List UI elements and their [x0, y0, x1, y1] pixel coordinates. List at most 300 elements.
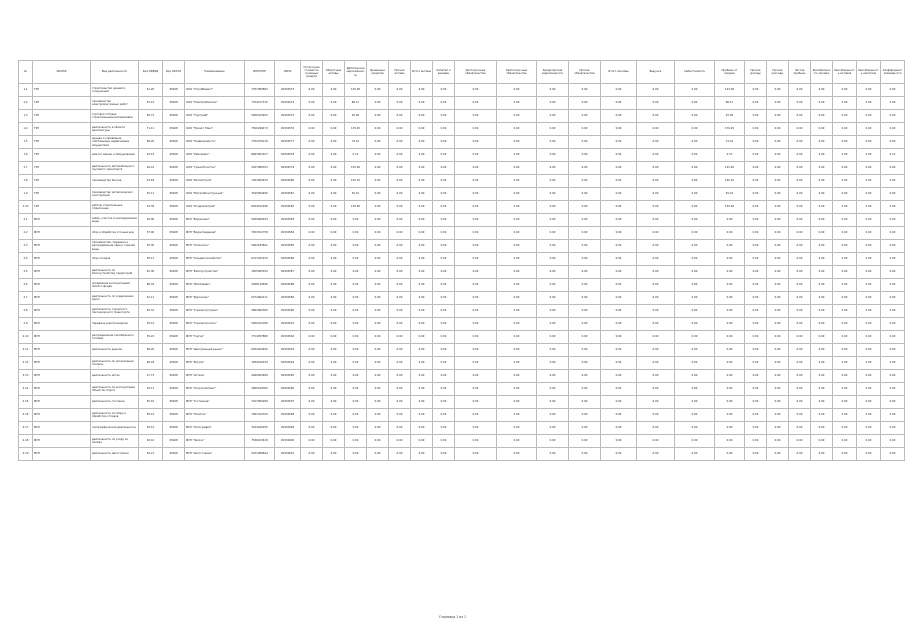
- table-cell: 0.00: [767, 279, 789, 292]
- table-cell: МУП: [33, 227, 91, 240]
- table-row: [19, 123, 905, 136]
- table-cell: 130.10: [345, 175, 367, 188]
- table-cell: 0.00: [569, 409, 601, 422]
- table-cell: 0.00: [675, 266, 715, 279]
- table-cell: 0.00: [411, 110, 433, 123]
- table-cell: 0.00: [433, 214, 455, 227]
- table-cell: 0.00: [789, 318, 811, 331]
- table-cell: 0.00: [789, 214, 811, 227]
- table-cell: 0.00: [675, 110, 715, 123]
- table-cell: 45268: [163, 227, 185, 240]
- table-cell: 0.00: [857, 396, 881, 409]
- table-cell: 0.00: [301, 149, 323, 162]
- table-cell: 0.00: [497, 331, 537, 344]
- header-row: [19, 61, 905, 84]
- table-cell: 0.00: [637, 435, 675, 448]
- table-cell: 96.03: [139, 357, 163, 370]
- table-cell: 0.00: [675, 214, 715, 227]
- table-cell: 0.00: [301, 240, 323, 253]
- table-cell: 2.8: [19, 305, 33, 318]
- table-cell: 0.00: [789, 448, 811, 461]
- table-cell: ГУП: [33, 84, 91, 97]
- table-cell: 0.00: [789, 409, 811, 422]
- table-cell: 0.00: [601, 240, 637, 253]
- table-cell: 0.00: [433, 422, 455, 435]
- table-cell: 0.00: [537, 110, 569, 123]
- table-cell: 0.00: [637, 318, 675, 331]
- table-cell: 0.00: [857, 136, 881, 149]
- table-cell: 3664062360: [245, 305, 275, 318]
- table-cell: 45268: [163, 279, 185, 292]
- table-cell: 3525064930: [245, 188, 275, 201]
- table-cell: 0.00: [637, 175, 675, 188]
- table-cell: 5406323202: [245, 110, 275, 123]
- table-cell: 0.00: [433, 240, 455, 253]
- table-cell: 0.00: [881, 214, 905, 227]
- table-cell: 0.00: [323, 331, 345, 344]
- table-row: [19, 383, 905, 396]
- table-cell: 0.00: [345, 370, 367, 383]
- table-cell: 0.00: [881, 383, 905, 396]
- table-cell: 0.00: [637, 357, 675, 370]
- table-cell: 02934596: [275, 383, 301, 396]
- table-cell: МУП "Лесхоз": [185, 435, 245, 448]
- table-cell: 45268: [163, 409, 185, 422]
- table-cell: 55.10: [139, 396, 163, 409]
- table-cell: 3905019765: [245, 383, 275, 396]
- table-cell: 0.00: [833, 331, 857, 344]
- table-cell: 0.00: [745, 123, 767, 136]
- table-cell: производство бетона: [91, 175, 139, 188]
- table-cell: 0.00: [345, 357, 367, 370]
- table-cell: 0.00: [537, 448, 569, 461]
- table-cell: 0.00: [637, 214, 675, 227]
- table-cell: 0.00: [433, 279, 455, 292]
- data-sheet: [18, 60, 903, 461]
- table-cell: 0.00: [767, 175, 789, 188]
- table-cell: 0.00: [389, 357, 411, 370]
- table-cell: 0.00: [767, 266, 789, 279]
- table-cell: 125.00: [715, 162, 745, 175]
- table-cell: 0.00: [881, 201, 905, 214]
- table-cell: 0.00: [833, 422, 857, 435]
- table-cell: 0.00: [745, 305, 767, 318]
- table-cell: 0.00: [637, 279, 675, 292]
- table-cell: 0.00: [497, 305, 537, 318]
- table-cell: 02934580: [275, 175, 301, 188]
- table-cell: 7810296473: [245, 123, 275, 136]
- table-cell: 0.00: [323, 162, 345, 175]
- table-cell: 0.00: [857, 305, 881, 318]
- table-cell: производство, передача и распределение пара и горячей воды: [91, 240, 139, 253]
- table-cell: 02934585: [275, 240, 301, 253]
- table-cell: 0.00: [637, 188, 675, 201]
- table-cell: 0.00: [323, 253, 345, 266]
- table-cell: 0.00: [433, 136, 455, 149]
- table-cell: МУП: [33, 396, 91, 409]
- table-cell: 0.00: [537, 214, 569, 227]
- table-cell: ООО "ОтделкаСтрой": [185, 201, 245, 214]
- table-row: [19, 409, 905, 422]
- table-cell: 02934584: [275, 227, 301, 240]
- table-cell: 0.00: [767, 97, 789, 110]
- table-cell: 0.00: [323, 383, 345, 396]
- table-cell: 1.10: [19, 201, 33, 214]
- column-header: Итого пассивы: [601, 61, 637, 84]
- table-cell: 0.00: [881, 422, 905, 435]
- table-cell: ООО "ТоргСнаб": [185, 110, 245, 123]
- column-header: Себестоимость: [675, 61, 715, 84]
- table-cell: 0.00: [857, 162, 881, 175]
- table-cell: 0.00: [455, 266, 497, 279]
- column-header: Долгосрочные обязательства: [455, 61, 497, 84]
- table-cell: 0.00: [323, 188, 345, 201]
- table-cell: 0.00: [411, 188, 433, 201]
- table-cell: 0.00: [455, 162, 497, 175]
- table-cell: 42.11: [139, 292, 163, 305]
- table-body: [19, 84, 905, 461]
- table-cell: 0.00: [537, 422, 569, 435]
- table-cell: 0.00: [323, 357, 345, 370]
- table-cell: 0.00: [411, 331, 433, 344]
- table-cell: ООО "Ремсервис": [185, 149, 245, 162]
- table-cell: 0.00: [367, 396, 389, 409]
- table-cell: 0.00: [637, 266, 675, 279]
- table-cell: 0.00: [455, 357, 497, 370]
- table-cell: 0.00: [537, 227, 569, 240]
- table-cell: 0.00: [745, 110, 767, 123]
- table-cell: 45268: [163, 305, 185, 318]
- table-cell: 02934599: [275, 422, 301, 435]
- table-cell: 125.00: [345, 162, 367, 175]
- table-cell: 0.00: [811, 305, 833, 318]
- table-cell: 0.00: [715, 227, 745, 240]
- table-cell: 68.20: [139, 136, 163, 149]
- table-cell: 0.00: [857, 97, 881, 110]
- table-cell: 0.00: [411, 240, 433, 253]
- column-header: Прочие обязательства: [569, 61, 601, 84]
- table-cell: 0.00: [389, 136, 411, 149]
- table-cell: 0.00: [601, 331, 637, 344]
- table-cell: МУП "Горэлектротранс": [185, 305, 245, 318]
- table-cell: 0.00: [601, 409, 637, 422]
- table-cell: 0.00: [767, 422, 789, 435]
- table-cell: 0.00: [881, 370, 905, 383]
- table-row: [19, 448, 905, 461]
- table-cell: 0.00: [323, 279, 345, 292]
- table-cell: 0.00: [811, 435, 833, 448]
- table-cell: 0.00: [569, 84, 601, 97]
- table-row: [19, 370, 905, 383]
- table-cell: 0.00: [345, 292, 367, 305]
- table-cell: 2308119595: [245, 279, 275, 292]
- table-cell: 0.00: [857, 214, 881, 227]
- table-cell: ГУП: [33, 162, 91, 175]
- table-cell: 0.00: [537, 253, 569, 266]
- table-cell: 0.00: [323, 84, 345, 97]
- table-cell: 0.00: [301, 305, 323, 318]
- table-cell: 0.00: [323, 227, 345, 240]
- table-cell: 0.00: [537, 435, 569, 448]
- table-cell: 0.00: [675, 409, 715, 422]
- table-cell: 0.00: [411, 383, 433, 396]
- table-cell: 0.00: [455, 305, 497, 318]
- table-cell: 0.00: [389, 201, 411, 214]
- table-cell: 0.00: [715, 396, 745, 409]
- table-cell: 5260000034: [245, 214, 275, 227]
- table-cell: 0.00: [637, 136, 675, 149]
- table-cell: 0.00: [433, 84, 455, 97]
- table-cell: 0.00: [367, 136, 389, 149]
- table-cell: 0.00: [389, 123, 411, 136]
- table-cell: 0.00: [601, 84, 637, 97]
- table-cell: 33.12: [139, 149, 163, 162]
- table-cell: 0.00: [789, 383, 811, 396]
- table-cell: 0.00: [323, 110, 345, 123]
- table-cell: 0.00: [767, 357, 789, 370]
- column-header: Рентабельность капитала: [857, 61, 881, 84]
- column-header: Итого активы: [411, 61, 433, 84]
- table-cell: МУП "Водоотведение": [185, 227, 245, 240]
- table-cell: 0.00: [389, 162, 411, 175]
- table-cell: 0.00: [345, 383, 367, 396]
- table-cell: 0.00: [833, 396, 857, 409]
- table-cell: 0.00: [455, 240, 497, 253]
- table-cell: 0.00: [455, 175, 497, 188]
- table-cell: 0.00: [767, 396, 789, 409]
- table-cell: 0.00: [569, 396, 601, 409]
- table-cell: МУП: [33, 279, 91, 292]
- table-cell: 38.21: [139, 409, 163, 422]
- table-cell: 0.00: [715, 279, 745, 292]
- table-cell: 0.00: [789, 110, 811, 123]
- table-cell: 0.00: [745, 162, 767, 175]
- table-cell: 02934577: [275, 136, 301, 149]
- table-cell: 0.00: [345, 344, 367, 357]
- table-cell: 0.00: [789, 266, 811, 279]
- table-row: [19, 110, 905, 123]
- table-cell: 0.00: [675, 357, 715, 370]
- table-cell: 0.00: [301, 448, 323, 461]
- table-cell: 02934592: [275, 331, 301, 344]
- table-cell: 0.00: [881, 305, 905, 318]
- table-cell: 0.00: [601, 292, 637, 305]
- table-cell: 45268: [163, 344, 185, 357]
- table-cell: 86.11: [345, 97, 367, 110]
- table-cell: 0.00: [811, 318, 833, 331]
- table-cell: 0.00: [411, 357, 433, 370]
- table-cell: 0.00: [745, 383, 767, 396]
- table-cell: 0.00: [433, 435, 455, 448]
- table-cell: 0.00: [857, 266, 881, 279]
- table-cell: 45268: [163, 162, 185, 175]
- table-cell: 0.00: [323, 435, 345, 448]
- table-cell: 0.00: [345, 214, 367, 227]
- table-cell: 0.00: [301, 188, 323, 201]
- table-cell: 0.00: [767, 110, 789, 123]
- table-cell: 0.00: [569, 292, 601, 305]
- table-row: [19, 318, 905, 331]
- table-cell: 45268: [163, 370, 185, 383]
- table-cell: 0.00: [857, 175, 881, 188]
- table-cell: 0.00: [301, 253, 323, 266]
- table-cell: полиграфическая деятельность: [91, 422, 139, 435]
- table-cell: 2460002949: [245, 370, 275, 383]
- table-cell: 0.00: [857, 318, 881, 331]
- table-cell: распределение газообразного топлива: [91, 331, 139, 344]
- table-cell: 0.00: [569, 227, 601, 240]
- table-cell: 0.00: [411, 123, 433, 136]
- table-cell: 0.00: [367, 383, 389, 396]
- table-cell: 0.00: [767, 214, 789, 227]
- table-cell: 0.00: [455, 149, 497, 162]
- table-cell: деятельность по содержанию дорог: [91, 292, 139, 305]
- table-cell: 41.20: [139, 84, 163, 97]
- table-cell: 0.00: [389, 448, 411, 461]
- table-cell: 0.00: [433, 188, 455, 201]
- column-header: Выручка: [637, 61, 675, 84]
- table-cell: МУП: [33, 305, 91, 318]
- table-row: [19, 253, 905, 266]
- table-cell: 45268: [163, 110, 185, 123]
- table-cell: 45268: [163, 149, 185, 162]
- table-cell: 93.11: [139, 383, 163, 396]
- table-cell: 0.00: [497, 110, 537, 123]
- table-cell: 45.00: [715, 110, 745, 123]
- table-cell: 0.00: [323, 123, 345, 136]
- table-cell: 35.12: [139, 318, 163, 331]
- table-cell: 0.00: [833, 292, 857, 305]
- table-cell: 0.00: [857, 370, 881, 383]
- table-cell: 2.9: [19, 318, 33, 331]
- table-cell: 0.00: [715, 214, 745, 227]
- table-cell: 0.00: [811, 292, 833, 305]
- table-cell: 0.00: [367, 435, 389, 448]
- table-cell: 0.00: [301, 409, 323, 422]
- table-cell: 0.00: [537, 305, 569, 318]
- table-cell: 0.00: [601, 97, 637, 110]
- table-cell: 02934600: [275, 435, 301, 448]
- table-cell: 0.00: [301, 123, 323, 136]
- table-cell: 0.00: [637, 344, 675, 357]
- table-cell: 0.00: [537, 370, 569, 383]
- table-cell: 0.00: [301, 175, 323, 188]
- table-cell: 0.00: [433, 97, 455, 110]
- table-cell: 45268: [163, 292, 185, 305]
- table-cell: 0.00: [881, 123, 905, 136]
- table-cell: 0.00: [301, 110, 323, 123]
- table-cell: 0.00: [497, 201, 537, 214]
- table-cell: 0.00: [497, 292, 537, 305]
- table-cell: МУП "Горэлектросеть": [185, 318, 245, 331]
- table-cell: 45268: [163, 84, 185, 97]
- table-cell: 0.00: [301, 279, 323, 292]
- table-cell: 45268: [163, 422, 185, 435]
- table-cell: 0.00: [881, 188, 905, 201]
- table-cell: 0.00: [857, 331, 881, 344]
- table-cell: 1.2: [19, 97, 33, 110]
- table-cell: 0.00: [411, 370, 433, 383]
- table-row: [19, 201, 905, 214]
- table-cell: 0.13: [881, 149, 905, 162]
- table-cell: 0.00: [323, 422, 345, 435]
- table-cell: 0.00: [389, 422, 411, 435]
- table-cell: 0.00: [433, 409, 455, 422]
- table-cell: 0.00: [537, 188, 569, 201]
- table-cell: деятельность по организации похорон: [91, 357, 139, 370]
- table-cell: 45268: [163, 136, 185, 149]
- table-cell: 0.00: [745, 422, 767, 435]
- table-cell: 45268: [163, 448, 185, 461]
- table-cell: 0.00: [745, 84, 767, 97]
- table-cell: 2.1: [19, 214, 33, 227]
- table-cell: 0.00: [601, 201, 637, 214]
- table-cell: 0.00: [367, 162, 389, 175]
- table-cell: 0.00: [323, 370, 345, 383]
- table-cell: 0.00: [345, 409, 367, 422]
- table-cell: 0.00: [537, 344, 569, 357]
- table-cell: 0.00: [323, 175, 345, 188]
- table-cell: 0274062111: [245, 292, 275, 305]
- table-cell: 0.00: [789, 396, 811, 409]
- table-cell: 2221008644: [245, 448, 275, 461]
- table-cell: 7714057880: [245, 331, 275, 344]
- table-cell: 0.00: [497, 357, 537, 370]
- table-cell: 0.00: [411, 227, 433, 240]
- table-cell: 1.1: [19, 84, 33, 97]
- table-cell: работы строительные отделочные: [91, 201, 139, 214]
- table-cell: МУП "Теплосеть": [185, 240, 245, 253]
- table-cell: 0.00: [675, 292, 715, 305]
- table-cell: 0.00: [569, 175, 601, 188]
- table-cell: 0.00: [301, 162, 323, 175]
- table-cell: МУП "Типография": [185, 422, 245, 435]
- table-cell: 2.11: [19, 344, 33, 357]
- table-cell: 0.00: [389, 331, 411, 344]
- table-cell: 0.00: [675, 318, 715, 331]
- table-cell: 0.00: [715, 331, 745, 344]
- table-cell: 0.00: [745, 357, 767, 370]
- table-cell: 3444049035: [245, 422, 275, 435]
- table-cell: 0.00: [497, 84, 537, 97]
- table-cell: 0.00: [389, 383, 411, 396]
- table-cell: 0.00: [601, 435, 637, 448]
- column-header: Краткосрочные обязательства: [497, 61, 537, 84]
- table-cell: 02934582: [275, 201, 301, 214]
- table-cell: 23.63: [139, 175, 163, 188]
- table-cell: 0.00: [389, 214, 411, 227]
- table-cell: 0.00: [301, 136, 323, 149]
- table-cell: 02934594: [275, 357, 301, 370]
- table-cell: 0.00: [811, 357, 833, 370]
- table-cell: 0.00: [745, 227, 767, 240]
- table-cell: 0.00: [637, 305, 675, 318]
- table-cell: 02934575: [275, 110, 301, 123]
- table-cell: 0.00: [433, 396, 455, 409]
- table-cell: 0.00: [745, 240, 767, 253]
- column-header: Коэффициент ликвидности: [881, 61, 905, 84]
- table-cell: 0.00: [881, 279, 905, 292]
- table-cell: 0.00: [301, 422, 323, 435]
- table-cell: 0.00: [433, 448, 455, 461]
- table-cell: 170.25: [715, 123, 745, 136]
- table-cell: ГУП: [33, 175, 91, 188]
- table-cell: ГУП: [33, 149, 91, 162]
- table-cell: 45268: [163, 240, 185, 253]
- table-cell: 0.00: [455, 448, 497, 461]
- table-cell: 0.00: [367, 409, 389, 422]
- table-cell: 0.00: [537, 383, 569, 396]
